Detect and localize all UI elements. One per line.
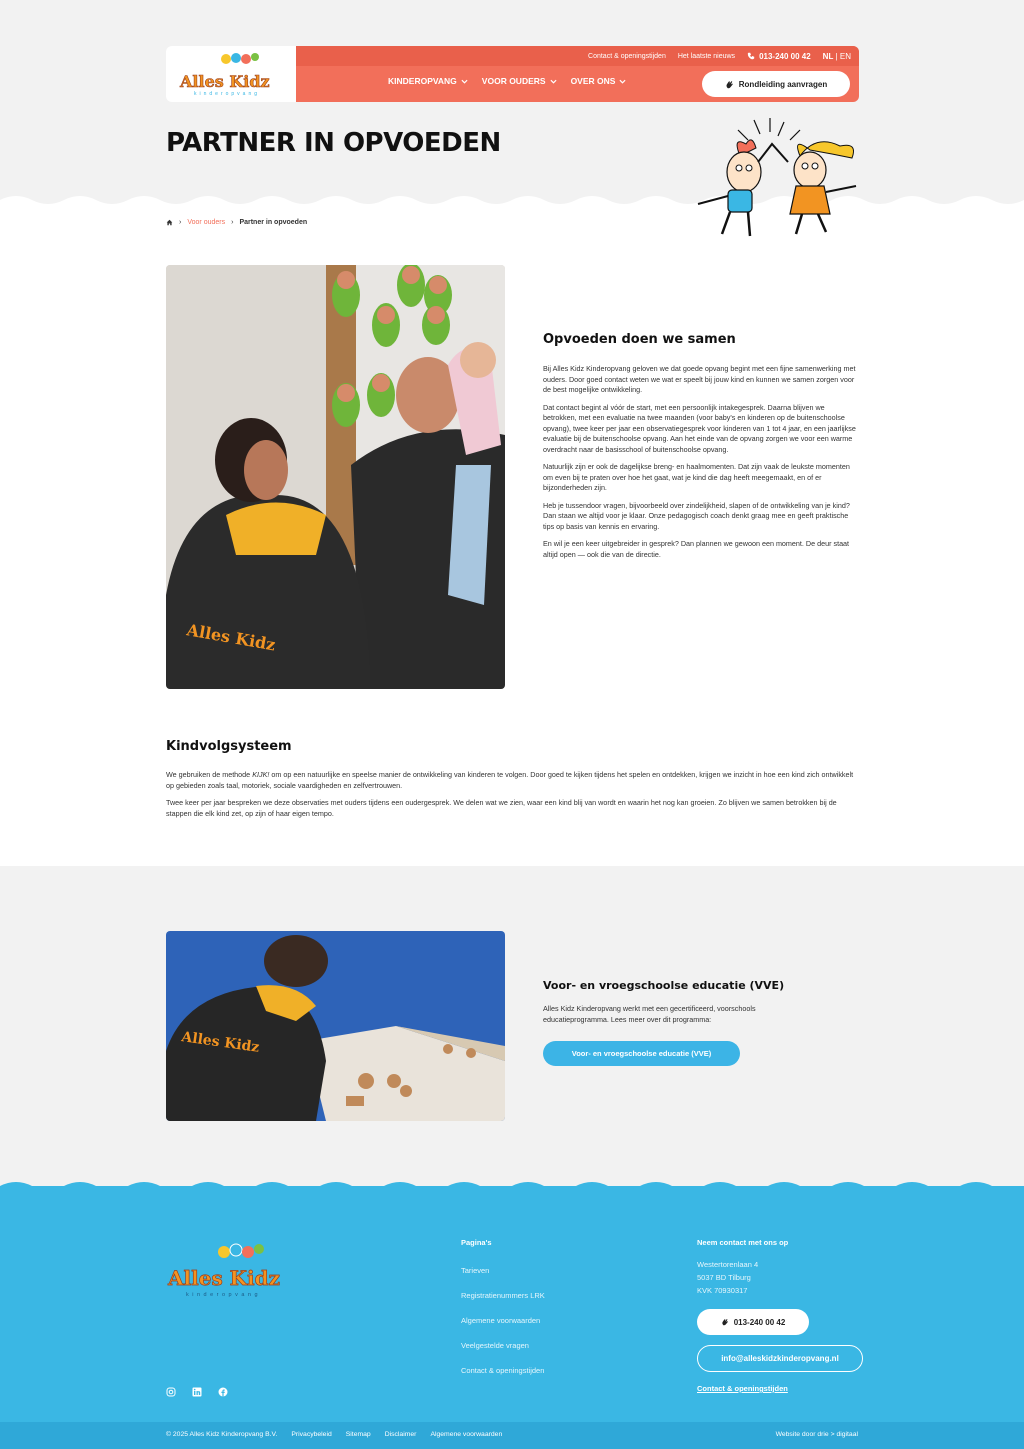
footer-logo-mark (166, 1238, 306, 1268)
paragraph: Dat contact begint al vóór de start, met een persoonlijk intakegesprek. Daarna blijven we betrokken, met een evaluatie na twee maanden (voor baby's en kinderen op de buitenschoolse opvang), twee keer per jaar een observatiegesprek voor kinderen van 1 tot 4 jaar, en een jaarlijkse evaluatie bij de buitenschoolse opvang. Aan het einde van de opvang zorgen we voor een warme overdracht naar de basisschool of buitenschoolse opvang. (543, 402, 856, 454)
footer-address-city: 5037 BD Tilburg (697, 1273, 751, 1282)
paragraph: En wil je een keer uitgebreider in gesprek? Dan plannen we gewoon een moment. De deur staat altijd open — ook die van de directie. (543, 539, 850, 559)
footer-link-tarieven[interactable]: Tarieven (461, 1266, 490, 1275)
lang-en[interactable]: EN (839, 51, 851, 61)
breadcrumb (166, 219, 307, 226)
chevron-right-icon: › (179, 219, 182, 226)
instagram-icon[interactable] (166, 1384, 176, 1394)
footer-logo[interactable] (166, 1238, 306, 1304)
breadcrumb-current: Partner in opvoeden (239, 219, 308, 226)
logo-text: Alles Kidz (180, 72, 270, 91)
footer-phone-label: 013-240 00 42 (733, 1317, 786, 1327)
chevron-right-icon: › (231, 219, 234, 226)
lang-nl[interactable]: NL (822, 51, 834, 61)
copyright-text: © 2025 Alles Kidz Kinderopvang B.V. (166, 1431, 278, 1438)
nav-over-ons[interactable] (571, 76, 627, 86)
nav-voor-ouders[interactable] (482, 76, 557, 86)
vve-button[interactable]: Voor- en vroegschoolse educatie (VVE) (543, 1041, 740, 1066)
footer-link-contact[interactable]: Contact & openingstijden (461, 1366, 545, 1375)
text-part: om op een natuurlijke en speelse manier de ontwikkeling van kinderen te volgen. Door goed te kijken tijdens het spelen en ontdekken, krijgen we inzicht in hoe een kind zich ontwikkelt op gebieden zoals taal, motoriek, sociale vaardigheden en zelfvertrouwen. (166, 770, 854, 790)
footer-email-button[interactable]: info@alleskidzkinderopvang.nl (697, 1345, 863, 1372)
method-name: KIJK! (252, 770, 270, 779)
section-heading-kindvolgsysteem: Kindvolgsysteem (166, 739, 292, 754)
legal-link-privacy[interactable]: Privacybeleid (291, 1431, 332, 1438)
section-heading-vve: Voor- en vroegschoolse educatie (VVE) (543, 979, 785, 992)
footer-logo-text: Alles Kidz (168, 1266, 280, 1290)
vve-section-band (0, 866, 1024, 1186)
footer-wave (0, 1176, 1024, 1196)
footer-bottom-bar (0, 1422, 1024, 1449)
top-link-contact[interactable]: Contact & openingstijden (588, 52, 666, 60)
section-text-together (543, 364, 859, 567)
wave-hand-icon (721, 1318, 729, 1326)
legal-link-voorwaarden[interactable]: Algemene voorwaarden (430, 1431, 503, 1438)
website-credit[interactable]: Website door drie > digitaal (775, 1431, 858, 1438)
hero-band (0, 0, 1024, 205)
footer-logo-subtext: kinderopvang (186, 1292, 262, 1298)
svg-text:Alles Kidz: Alles Kidz (185, 620, 277, 655)
nav-kinderopvang[interactable] (388, 76, 468, 86)
logo-subtext: kinderopvang (194, 91, 261, 97)
photo-parents-meeting (166, 265, 505, 689)
nav-label: KINDEROPVANG (388, 76, 457, 86)
text-part: We gebruiken de methode (166, 770, 253, 779)
footer-link-lrk[interactable]: Registratienummers LRK (461, 1291, 545, 1300)
tour-request-button[interactable] (702, 71, 850, 97)
paragraph (166, 770, 860, 791)
legal-link-sitemap[interactable]: Sitemap (345, 1431, 371, 1438)
section-text-kindvolgsysteem (166, 770, 860, 826)
wave-hand-icon (725, 80, 734, 89)
footer-contact-link[interactable]: Contact & openingstijden (697, 1384, 788, 1393)
section-heading-together: Opvoeden doen we samen (543, 332, 736, 347)
breadcrumb-parent[interactable]: Voor ouders (187, 219, 226, 226)
footer-link-faq[interactable]: Veelgestelde vragen (461, 1341, 529, 1350)
language-switch[interactable]: NL | EN (822, 51, 851, 61)
footer-link-voorwaarden[interactable]: Algemene voorwaarden (461, 1316, 541, 1325)
top-links (588, 46, 851, 66)
top-phone-number: 013-240 00 42 (759, 51, 811, 61)
chevron-down-icon (550, 79, 557, 84)
mascots-illustration (692, 116, 862, 244)
tour-request-label: Rondleiding aanvragen (738, 79, 828, 89)
linkedin-icon[interactable] (192, 1384, 202, 1394)
nav-label: VOOR OUDERS (481, 76, 546, 86)
top-link-news[interactable]: Het laatste nieuws (677, 52, 736, 60)
hero-wave (0, 190, 1024, 210)
legal-link-disclaimer[interactable]: Disclaimer (384, 1431, 417, 1438)
footer-pages-heading: Pagina's (461, 1238, 492, 1247)
footer-legal (166, 1431, 502, 1438)
chevron-down-icon (461, 79, 468, 84)
footer-contact-heading: Neem contact met ons op (697, 1238, 789, 1247)
footer-phone-button[interactable] (697, 1309, 809, 1335)
photo-parents-meeting-image (166, 265, 505, 689)
photo-vve-play (166, 931, 505, 1121)
page-title: PARTNER IN OPVOEDEN (166, 128, 501, 158)
photo-vve-play-image (166, 931, 505, 1121)
paragraph: Heb je tussendoor vragen, bijvoorbeeld over zindelijkheid, slapen of de ontwikkeling van je kind? Dan staan we altijd voor je klaar. Onze pedagogisch coach denkt graag mee en geeft praktische tips op basis van kennis en ervaring. (543, 500, 850, 531)
nav-label: OVER ONS (570, 76, 616, 86)
section-text-vve: Alles Kidz Kinderopvang werkt met een gecertificeerd, voorschools educatieprogramma. Lees meer over dit programma: (543, 1004, 756, 1024)
paragraph: Natuurlijk zijn er ook de dagelijkse breng- en haalmomenten. Dat zijn vaak de leukste momenten om even bij te praten over hoe het gaat, wat je kind die dag heeft meegemaakt, en of er bijzonderheden zijn. (543, 462, 850, 492)
home-icon[interactable] (166, 219, 173, 226)
top-phone[interactable] (747, 52, 811, 61)
facebook-icon[interactable] (218, 1384, 228, 1394)
main-nav (388, 76, 626, 86)
svg-text:Alles Kidz: Alles Kidz (180, 1029, 261, 1056)
chevron-down-icon (619, 79, 626, 84)
footer-kvk: KVK 70930317 (697, 1286, 748, 1295)
phone-icon (747, 52, 755, 60)
footer-address-street: Westertorenlaan 4 (697, 1260, 759, 1269)
site-logo[interactable] (166, 46, 296, 102)
social-links (166, 1384, 228, 1394)
paragraph: Twee keer per jaar bespreken we deze observaties met ouders tijdens een oudergesprek. We delen wat we zien, waar een kind blij van wordt en waarin het nog kan groeien. Zo blijven we samen betrokken bij de stappen die elk kind zet, op zijn of haar eigen tempo. (166, 798, 837, 818)
paragraph: Bij Alles Kidz Kinderopvang geloven we dat goede opvang begint met een fijne samenwerking met ouders. Door goed contact weten we wat er speelt bij jouw kind en kunnen we samen zorgen voor de best mogelijke ontwikkeling. (543, 364, 856, 394)
